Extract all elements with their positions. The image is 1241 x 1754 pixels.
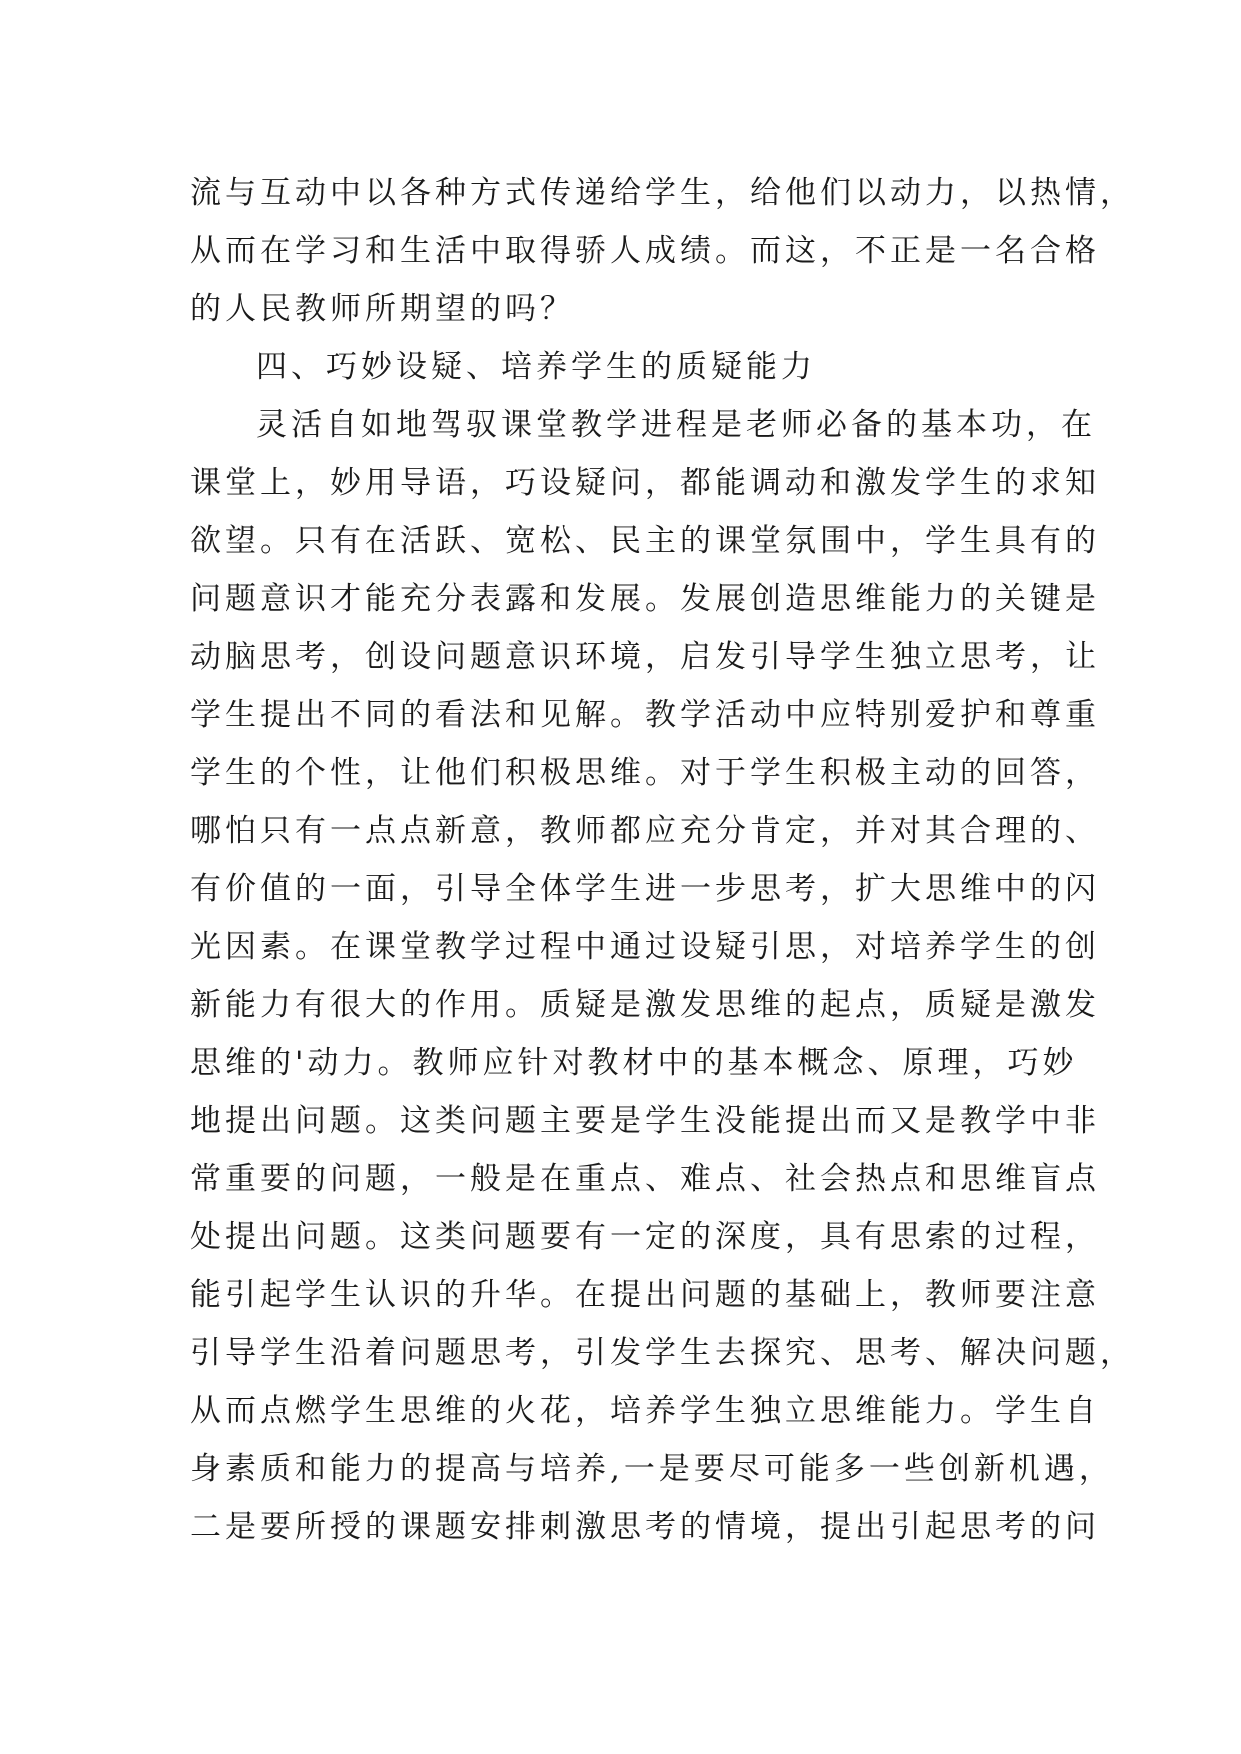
- text-line: 身素质和能力的提高与培养,一是要尽可能多一些创新机遇，: [190, 1451, 1114, 1487]
- text-line: 思维的'动力。教师应针对教材中的基本概念、原理，巧妙: [190, 1045, 1078, 1081]
- text-line: 新能力有很大的作用。质疑是激发思维的起点，质疑是激发: [190, 987, 1100, 1023]
- text-line: 课堂上，妙用导语，巧设疑问，都能调动和激发学生的求知: [190, 465, 1100, 501]
- text-line: 学生提出不同的看法和见解。教学活动中应特别爱护和尊重: [190, 697, 1100, 733]
- text-line: 流与互动中以各种方式传递给学生，给他们以动力，以热情，: [190, 175, 1135, 211]
- text-line: 有价值的一面，引导全体学生进一步思考，扩大思维中的闪: [190, 871, 1100, 907]
- text-line: 能引起学生认识的升华。在提出问题的基础上，教师要注意: [190, 1277, 1100, 1313]
- text-line: 处提出问题。这类问题要有一定的深度，具有思索的过程，: [190, 1219, 1100, 1255]
- section-heading: 四、巧妙设疑、培养学生的质疑能力: [256, 349, 816, 385]
- text-line: 的人民教师所期望的吗？: [190, 291, 575, 327]
- text-line: 引导学生沿着问题思考，引发学生去探究、思考、解决问题，: [190, 1335, 1135, 1371]
- text-line: 地提出问题。这类问题主要是学生没能提出而又是教学中非: [190, 1103, 1100, 1139]
- text-line: 从而在学习和生活中取得骄人成绩。而这，不正是一名合格: [190, 233, 1100, 269]
- paragraph-first-line: 灵活自如地驾驭课堂教学进程是老师必备的基本功，在: [256, 407, 1096, 443]
- text-line: 动脑思考，创设问题意识环境，启发引导学生独立思考，让: [190, 639, 1100, 675]
- text-line: 光因素。在课堂教学过程中通过设疑引思，对培养学生的创: [190, 929, 1100, 965]
- text-line: 哪怕只有一点点新意，教师都应充分肯定，并对其合理的、: [190, 813, 1100, 849]
- text-line: 学生的个性，让他们积极思维。对于学生积极主动的回答，: [190, 755, 1100, 791]
- text-line: 欲望。只有在活跃、宽松、民主的课堂氛围中，学生具有的: [190, 523, 1100, 559]
- body-text: [190, 164, 1135, 1556]
- text-line: 二是要所授的课题安排刺激思考的情境，提出引起思考的问: [190, 1509, 1100, 1545]
- text-line: 问题意识才能充分表露和发展。发展创造思维能力的关键是: [190, 581, 1100, 617]
- text-line: 从而点燃学生思维的火花，培养学生独立思维能力。学生自: [190, 1393, 1100, 1429]
- text-line: 常重要的问题，一般是在重点、难点、社会热点和思维盲点: [190, 1161, 1100, 1197]
